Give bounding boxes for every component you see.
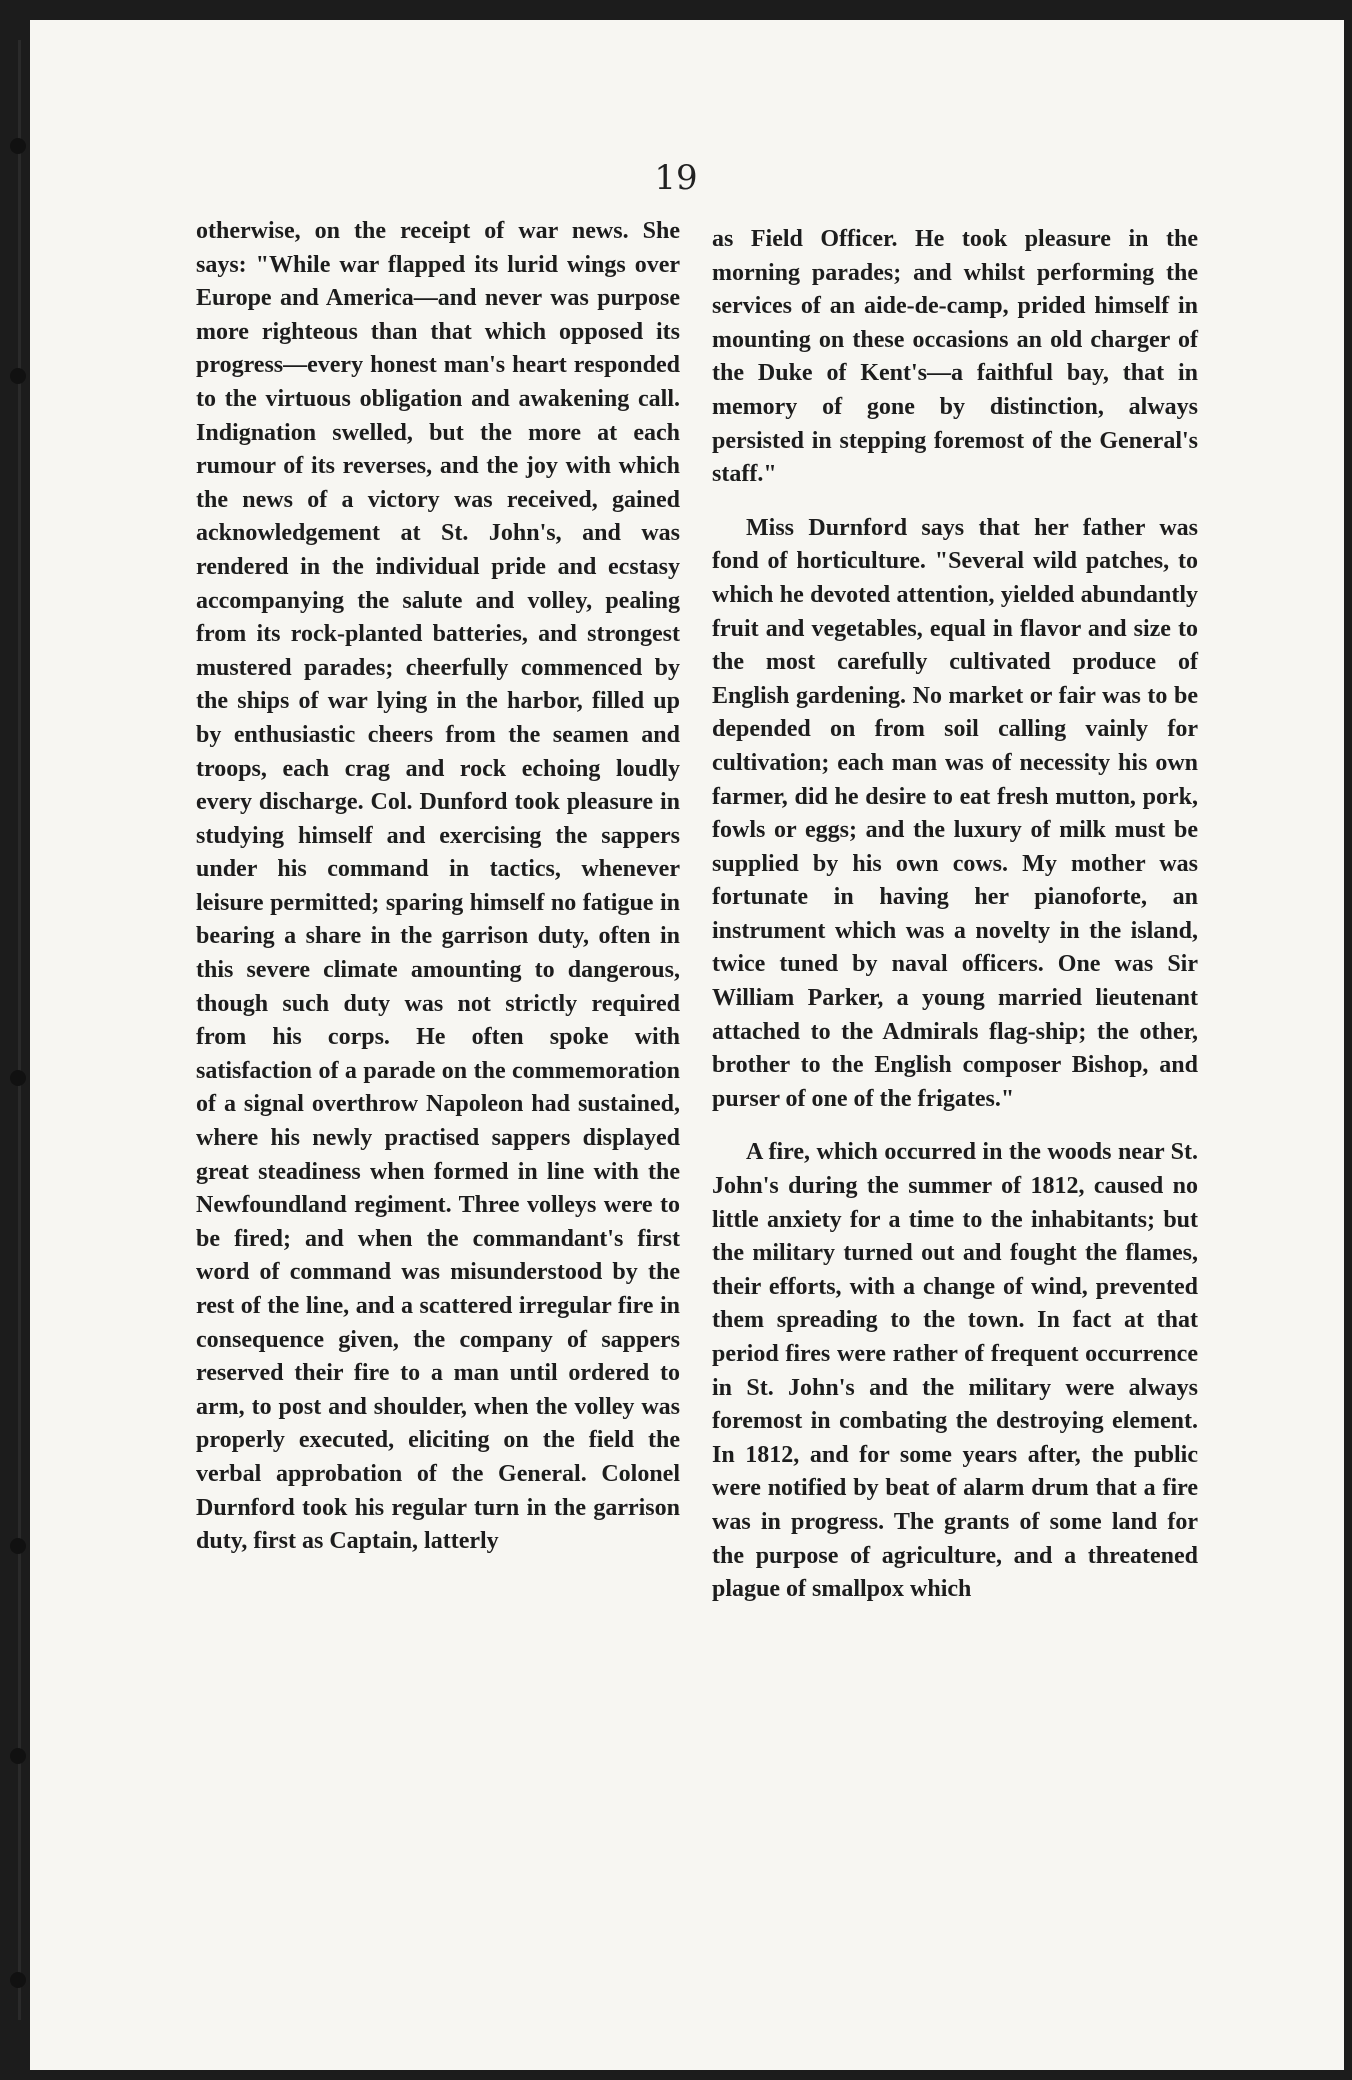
paragraph: Miss Durnford says that her father was fond of horticulture. "Several wild patches, to which he devoted attention, yielded abundantly fruit and vegetables, equal in flavor and size to the most carefully cultivated produce of English gardening. No market or fair was to be depended on from soil calling vainly for cultivation; each man was of necessity his own farmer, did he desire to eat fresh mutton, pork, fowls or eggs; and the luxury of milk must be supplied by his own cows. My mother was fortunate in having her pianoforte, an instrument which was a novelty in the island, twice tuned by naval officers. One was Sir William Parker, a young married lieutenant attached to the Admirals flag-ship; the other, brother to the English composer Bishop, and purser of one of the frigates." xyxy=(712,514,1198,1112)
paragraph: A fire, which occurred in the woods near St. John's during the summer of 1812, caused no little anxiety for a time to the inhabitants; but the military turned out and fought the flames, their efforts, with a change of wind, prevented them spreading to the town. In fact at that period fires were rather of frequent occurrence in St. John's and the military were always foremost in combating the destroying element. In 1812, and for some years after, the public were notified by beat of alarm drum that a fire was in progress. The grants of some land for the purpose of agriculture, and a threatened plague of smallpox which xyxy=(712,1139,1198,1603)
binding-mark xyxy=(10,1070,26,1086)
binding-mark xyxy=(10,1972,26,1988)
binding-mark xyxy=(10,1538,26,1554)
page-number: 19 xyxy=(654,158,698,198)
binding-edge xyxy=(18,40,21,2020)
binding-mark xyxy=(10,368,26,384)
left-column xyxy=(196,215,680,1579)
binding-mark xyxy=(10,138,26,154)
right-column xyxy=(712,215,1198,1627)
paragraph: otherwise, on the receipt of war news. She says: "While war flapped its lurid wings over Europe and America—and never was purpose more righteous than that which opposed its progress—every honest man's heart responded to the virtuous obligation and awakening call. Indignation swelled, but the more at each rumour of its reverses, and the joy with which the news of a victory was received, gained acknowledgement at St. John's, and was rendered in the individual pride and ecstasy accompanying the salute and volley, pealing from its rock-planted batteries, and strongest mustered parades; cheerfully commenced by the ships of war lying in the harbor, filled up by enthusiastic cheers from the seamen and troops, each crag and rock echoing loudly every discharge. Col. Dunford took pleasure in studying himself and exercising the sappers under his command in tactics, whenever leisure permitted; sparing himself no fatigue in bearing a share in the garrison duty, often in this severe climate amounting to dangerous, though such duty was not strictly required from his corps. He often spoke with satisfaction of a parade on the commemoration of a signal overthrow Napoleon had sustained, where his newly practised sappers displayed great steadiness when formed in line with the Newfoundland regiment. Three volleys were to be fired; and when the commandant's first word of command was misunderstood by the rest of the line, and a scattered irregular fire in consequence given, the company of sappers reserved their fire to a man until ordered to arm, to post and shoulder, when the volley was properly executed, eliciting on the field the verbal approbation of the General. Colonel Durnford took his regular turn in the garrison duty, first as Captain, latterly xyxy=(196,218,680,1555)
paragraph: as Field Officer. He took pleasure in the morning parades; and whilst performing the services of an aide-de-camp, prided himself in mounting on these occasions an old charger of the Duke of Kent's—a faithful bay, that in memory of gone by distinction, always persisted in stepping foremost of the General's staff." xyxy=(712,226,1198,488)
binding-mark xyxy=(10,1748,26,1764)
